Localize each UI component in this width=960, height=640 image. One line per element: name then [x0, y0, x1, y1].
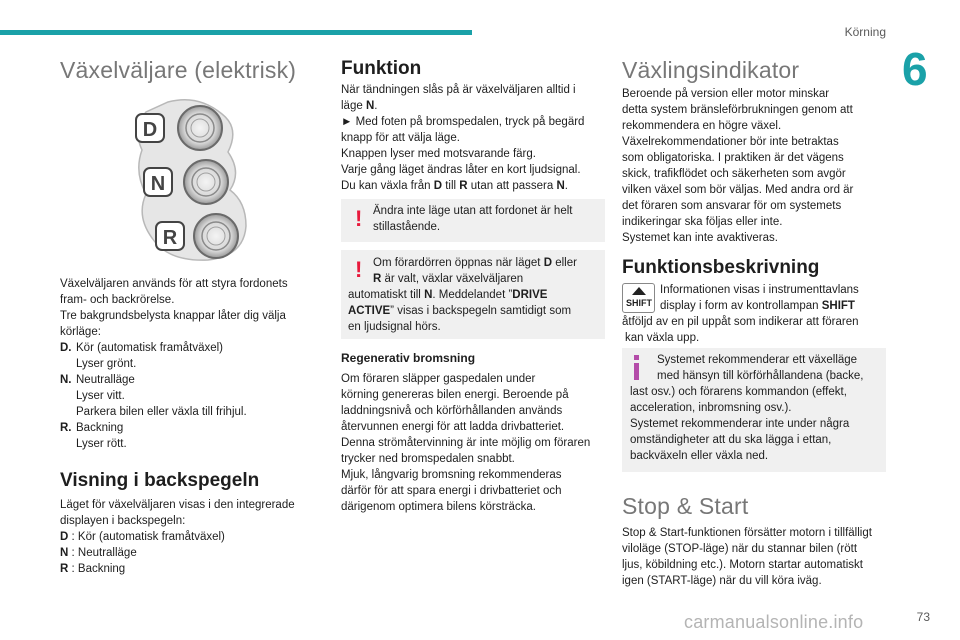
info-line: med hänsyn till körförhållandena (backe, — [657, 370, 864, 382]
intro-line: Växelväljaren används för att styra fordonets — [60, 278, 288, 290]
definition-line: Kör (automatisk framåtväxel) — [76, 342, 223, 354]
info-line: acceleration, inbromsning osv.). — [630, 402, 792, 414]
func-description-indent — [660, 282, 886, 314]
warning-door-top — [373, 255, 601, 287]
warning-door-bottom — [348, 287, 603, 335]
definition-r — [60, 420, 312, 452]
regen-line: körning genereras bilen energi. Beroende på — [341, 389, 569, 401]
shift-line: som obligatoriska. I praktiken är det vägens — [622, 152, 844, 164]
intro-line: fram- och backrörelse. — [60, 294, 175, 306]
info-line: Systemet rekommenderar inte under några — [630, 418, 850, 430]
function-line: ► Med foten på bromspedalen, tryck på begärd — [341, 116, 585, 128]
definition-line: Backning — [76, 422, 124, 434]
definition-key: R. — [60, 422, 72, 434]
shift-indicator-text — [622, 86, 886, 246]
function-line: knapp för att välja läge. — [341, 132, 460, 144]
definition-line: Lyser rött. — [76, 438, 127, 450]
mirror-line: Läget för växelväljaren visas i den integrerade — [60, 499, 295, 511]
warning-line: automatiskt till N. Meddelandet ”DRIVE — [348, 289, 548, 301]
shift-indicator-icon — [622, 283, 655, 313]
stop-start-text — [622, 525, 892, 589]
info-line: backväxeln eller växla ned. — [630, 450, 769, 462]
warning-icon: ! — [355, 206, 363, 231]
warning-text — [373, 203, 601, 235]
info-line: Systemet rekommenderar ett växelläge — [657, 354, 858, 366]
warning-line: ACTIVE” visas i backspegeln samtidigt som — [348, 305, 572, 317]
regen-text — [341, 371, 605, 515]
shift-line: det föraren som ansvarar för om systemets — [622, 200, 842, 212]
shift-line: rekommendera en högre växel. — [622, 120, 782, 132]
regen-line: laddningsnivå och körförhållanden används — [341, 405, 563, 417]
func-line: kan växla upp. — [625, 332, 700, 344]
stop-start-line: igen (START-läge) när du vill köra iväg. — [622, 575, 822, 587]
func-description-text — [622, 314, 886, 346]
warning-line: Ändra inte läge utan att fordonet är helt — [373, 205, 573, 217]
definition-line: Lyser vitt. — [76, 390, 125, 402]
shift-line: detta system bränsleförbrukningen genom att — [622, 104, 853, 116]
stop-start-line: ljus, köbildning etc.). Motorn startar automatiskt — [622, 559, 863, 571]
regen-line: trycker ned bromspedalen snabbt. — [341, 453, 515, 465]
shift-line: Beroende på version eller motor minskar — [622, 88, 830, 100]
regen-title: Regenerativ bromsning — [341, 351, 476, 365]
regen-line: Mjuk, långvarig bromsning rekommenderas — [341, 469, 562, 481]
definition-key: N. — [60, 374, 72, 386]
function-line: När tändningen slås på är växelväljaren alltid i — [341, 84, 576, 96]
shift-line: Växelrekommendationer bör inte betraktas — [622, 136, 839, 148]
warning-line: en ljudsignal hörs. — [348, 321, 441, 333]
regen-line: därför för att spara energi i drivbatteriet och — [341, 485, 562, 497]
warning-icon: ! — [355, 257, 363, 282]
warning-line: stillastående. — [373, 221, 441, 233]
shift-line: Systemet kan inte avaktiveras. — [622, 232, 778, 244]
func-line: åtföljd av en pil uppåt som indikerar att föraren — [622, 316, 859, 328]
function-title: Funktion — [341, 58, 422, 79]
chapter-number: 6 — [902, 43, 928, 95]
definition-key: D. — [60, 342, 72, 354]
regen-line: därigenom optimera bilens körsträcka. — [341, 501, 536, 513]
watermark: carmanualsonline.info — [684, 612, 864, 632]
func-line: Informationen visas i instrumenttavlans — [660, 284, 859, 296]
function-line: läge N. — [341, 100, 378, 112]
func-description-title: Funktionsbeskrivning — [622, 257, 820, 278]
gear-selector-intro — [60, 276, 312, 340]
definition-line: Neutralläge — [76, 374, 135, 386]
function-text — [341, 82, 605, 194]
mirror-text — [60, 497, 312, 577]
shift-line: vilken växel som bör väljas. Med andra ord är — [622, 184, 854, 196]
info-box-recommendation — [622, 348, 886, 472]
page-number: 73 — [916, 610, 930, 624]
mirror-item-n: N : Neutralläge — [60, 547, 137, 559]
stop-start-line: viloläge (STOP-läge) när du stannar bilen (rött — [622, 543, 858, 555]
gear-selector-illustration — [128, 98, 250, 264]
shift-line: skick, trafikflödet och säkerheten som avgör — [622, 168, 846, 180]
header-accent-bar — [0, 30, 472, 35]
regen-line: Om föraren släpper gaspedalen under — [341, 373, 536, 385]
shift-line: indikeringar ska följas eller inte. — [622, 216, 783, 228]
info-text-bottom — [630, 384, 884, 464]
stop-start-line: Stop & Start-funktionen försätter motorn i tillfälligt — [622, 527, 872, 539]
definition-line: Lyser grönt. — [76, 358, 137, 370]
definition-text — [76, 420, 127, 452]
definition-d — [60, 340, 312, 372]
function-line: Du kan växla från D till R utan att passera N. — [341, 180, 568, 192]
mirror-line: displayen i backspegeln: — [60, 515, 186, 527]
warning-line: R är valt, växlar växelväljaren — [373, 273, 524, 285]
info-line: omständigheter att du ska lägga i ettan, — [630, 434, 832, 446]
gear-selector-title: Växelväljare (elektrisk) — [60, 57, 297, 83]
info-icon — [631, 355, 645, 381]
definition-text — [76, 340, 223, 372]
function-line: Knappen lyser med motsvarande färg. — [341, 148, 536, 160]
button-d-label: D — [142, 119, 158, 141]
warning-box-stationary — [341, 199, 605, 242]
button-r-label: R — [162, 227, 178, 249]
mirror-item-r: R : Backning — [60, 563, 126, 575]
regen-line: Denna strömåtervinning är inte möjlig om föraren — [341, 437, 591, 449]
intro-line: körläge: — [60, 326, 101, 338]
info-text-top — [657, 352, 883, 384]
regen-line: återvunnen energi för att ladda drivbatteriet. — [341, 421, 565, 433]
button-n-label: N — [150, 173, 166, 195]
shift-indicator-title: Växlingsindikator — [622, 57, 800, 83]
mirror-item-d: D : Kör (automatisk framåtväxel) — [60, 531, 225, 543]
warning-box-door — [341, 250, 605, 339]
mirror-title: Visning i backspegeln — [60, 470, 260, 491]
shift-icon-label: SHIFT — [626, 298, 652, 308]
definition-text — [76, 372, 247, 420]
function-line: Varje gång läget ändras låter en kort ljudsignal. — [341, 164, 581, 176]
definition-n — [60, 372, 312, 420]
stop-start-title: Stop & Start — [622, 493, 749, 519]
definition-line: Parkera bilen eller växla till frihjul. — [76, 406, 247, 418]
info-line: last osv.) och förarens kommandon (effekt, — [630, 386, 847, 398]
func-line: display i form av kontrollampan SHIFT — [660, 300, 855, 312]
intro-line: Tre bakgrundsbelysta knappar låter dig välja — [60, 310, 286, 322]
section-label: Körning — [844, 25, 886, 39]
warning-line: Om förardörren öppnas när läget D eller — [373, 257, 577, 269]
arrow-up-icon — [632, 287, 646, 295]
